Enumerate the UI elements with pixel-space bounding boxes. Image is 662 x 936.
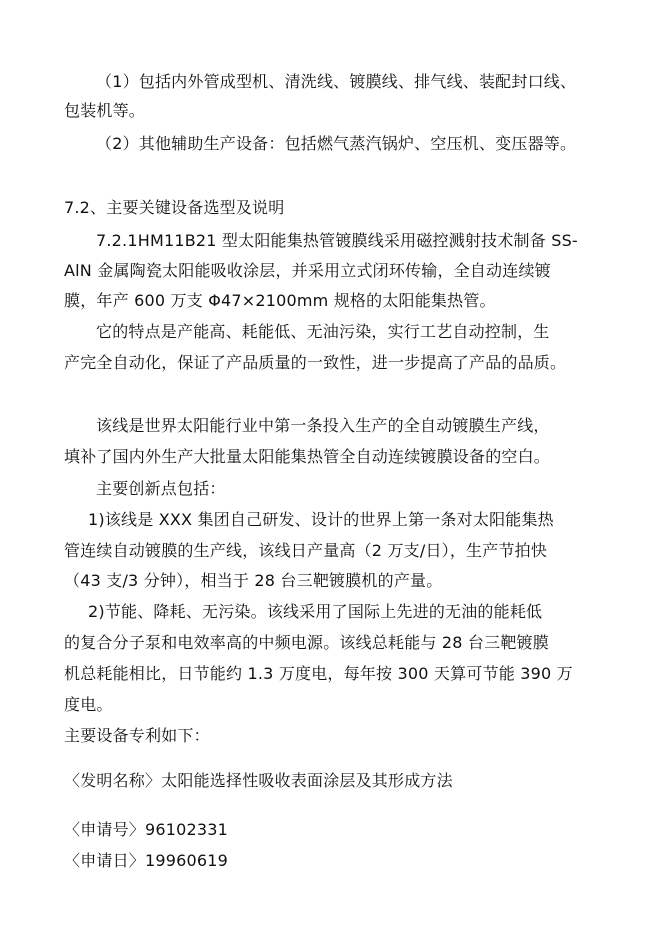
patent-title: 〈发明名称〉太阳能选择性吸收表面涂层及其形成方法 bbox=[64, 771, 453, 790]
text-line: 膜，年产 600 万支 Φ47×2100mm 规格的太阳能集热管。 bbox=[64, 291, 496, 310]
text-line: 管连续自动镀膜的生产线，该线日产量高（2 万支/日），生产节拍快 bbox=[64, 541, 548, 560]
text-line: 主要设备专利如下： bbox=[64, 726, 210, 745]
text-line: 2)节能、降耗、无污染。该线采用了国际上先进的无油的能耗低 bbox=[88, 602, 543, 621]
text-line: 的复合分子泵和电效率高的中频电源。该线总耗能与 28 台三靶镀膜 bbox=[64, 633, 549, 652]
text-line: AlN 金属陶瓷太阳能吸收涂层，并采用立式闭环传输，全自动连续镀 bbox=[64, 261, 551, 280]
text-line: 主要创新点包括： bbox=[96, 479, 226, 498]
text-line: 1)该线是 XXX 集团自己研发、设计的世界上第一条对太阳能集热 bbox=[88, 510, 554, 529]
text-line: （1）包括内外管成型机、清洗线、镀膜线、排气线、装配封口线、 bbox=[96, 72, 577, 91]
text-line: 7.2.1HM11B21 型太阳能集热管镀膜线采用磁控溅射技术制备 SS- bbox=[96, 231, 578, 250]
patent-application-date: 〈申请日〉19960619 bbox=[64, 851, 229, 870]
text-line: 产完全自动化，保证了产品质量的一致性，进一步提高了产品的品质。 bbox=[64, 353, 567, 372]
text-line: 机总耗能相比，日节能约 1.3 万度电，每年按 300 天算可节能 390 万 bbox=[64, 664, 573, 683]
text-line: 它的特点是产能高、耗能低、无油污染，实行工艺自动控制，生 bbox=[96, 322, 550, 341]
text-line: （2）其他辅助生产设备：包括燃气蒸汽锅炉、空压机、变压器等。 bbox=[96, 134, 577, 153]
text-line: 该线是世界太阳能行业中第一条投入生产的全自动镀膜生产线， bbox=[96, 416, 550, 435]
patent-application-number: 〈申请号〉96102331 bbox=[64, 820, 229, 839]
text-line: （43 支/3 分钟），相当于 28 台三靶镀膜机的产量。 bbox=[64, 571, 443, 590]
text-line: 度电。 bbox=[64, 695, 113, 714]
text-line: 填补了国内外生产大批量太阳能集热管全自动连续镀膜设备的空白。 bbox=[64, 447, 551, 466]
section-heading: 7.2、主要关键设备选型及说明 bbox=[64, 198, 285, 217]
text-line: 包装机等。 bbox=[64, 101, 146, 120]
